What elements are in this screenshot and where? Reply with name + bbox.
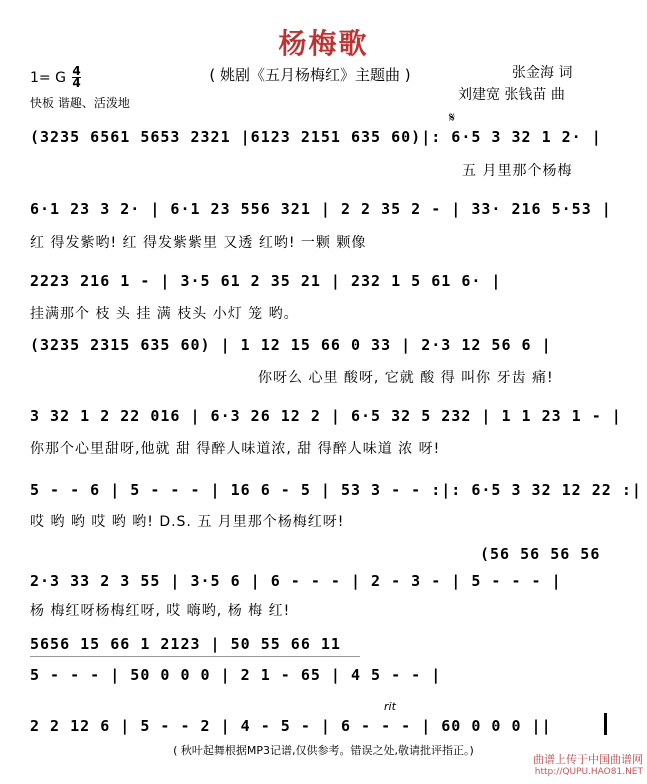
lyric-row: 杨 梅红呀杨梅红呀, 哎 嗨哟, 杨 梅 红! xyxy=(30,603,291,619)
notation-row: (3235 2315 635 60) | 1 12 15 66 0 33 | 2·3 12 56 6 | xyxy=(30,336,552,354)
notation-row: 2 2 12 6 | 5 - - 2 | 4 - 5 - | 6 - - - | 60 0 0 0 || xyxy=(30,717,552,735)
watermark-line-2: http://QUPU.HAO81.NET xyxy=(534,767,643,777)
system-divider xyxy=(30,656,360,657)
lyricist-credit: 张金海 词 xyxy=(512,65,573,81)
key-signature: 1= G xyxy=(30,70,66,86)
notation-row: 2223 216 1 - | 3·5 61 2 35 21 | 232 1 5 61 6· | xyxy=(30,272,502,290)
notation-row: 2·3 33 2 3 55 | 3·5 6 | 6 - - - | 2 - 3 - | 5 - - - | xyxy=(30,572,562,590)
lyric-row: 你那个心里甜呀,他就 甜 得醉人味道浓, 甜 得醉人味道 浓 呀! xyxy=(30,441,441,457)
final-barline xyxy=(604,713,607,735)
subtitle: ( 姚剧《五月杨梅红》主题曲 ) xyxy=(209,66,411,84)
transcription-note: ( 秋叶起舞根据MP3记谱,仅供参考。错误之处,敬请批评指正。) xyxy=(173,744,474,757)
tempo-marking: 快板 谐趣、活泼地 xyxy=(30,96,130,110)
time-signature-top: 4 xyxy=(72,64,81,78)
notation-upper-voice: (56 56 56 56 xyxy=(480,545,601,563)
notation-row: 5 - - 6 | 5 - - - | 16 6 - 5 | 53 3 - - :|: 6·5 3 32 12 22 :| xyxy=(30,481,642,499)
ritardando-mark: rit xyxy=(384,700,396,713)
lyric-row: 挂满那个 枝 头 挂 满 枝头 小灯 笼 哟。 xyxy=(30,306,299,322)
notation-row: 6·1 23 3 2· | 6·1 23 556 321 | 2 2 35 2 - | 33· 216 5·53 | xyxy=(30,200,612,218)
lyric-row: 红 得发紫哟! 红 得发紫紫里 又透 红哟! 一颗 颗像 xyxy=(30,235,367,251)
lyric-row: 哎 哟 哟 哎 哟 哟! D.S. 五 月里那个杨梅红呀! xyxy=(30,514,345,530)
site-watermark xyxy=(533,754,643,778)
page-title: 杨梅歌 xyxy=(278,27,369,60)
notation-row: 5 - - - | 50 0 0 0 | 2 1 - 65 | 4 5 - - | xyxy=(30,666,442,684)
segno-mark: 𝄋 xyxy=(449,110,456,126)
watermark-line-1: 曲谱上传于中国曲谱网 xyxy=(533,753,643,766)
lyric-row: 你呀么 心里 酸呀, 它就 酸 得 叫你 牙齿 痛! xyxy=(258,370,554,386)
notation-upper-voice: 5656 15 66 1 2123 | 50 55 66 11 xyxy=(30,635,341,653)
time-signature-bottom: 4 xyxy=(72,76,81,90)
notation-row: 3 32 1 2 22 016 | 6·3 26 12 2 | 6·5 32 5 232 | 1 1 23 1 - | xyxy=(30,407,622,425)
composer-credit: 刘建宽 张钱苗 曲 xyxy=(458,87,565,103)
lyric-row: 五 月里那个杨梅 xyxy=(462,163,573,179)
time-signature xyxy=(72,66,81,89)
notation-row: (3235 6561 5653 2321 |6123 2151 635 60)|: 6·5 3 32 1 2· | xyxy=(30,128,602,146)
